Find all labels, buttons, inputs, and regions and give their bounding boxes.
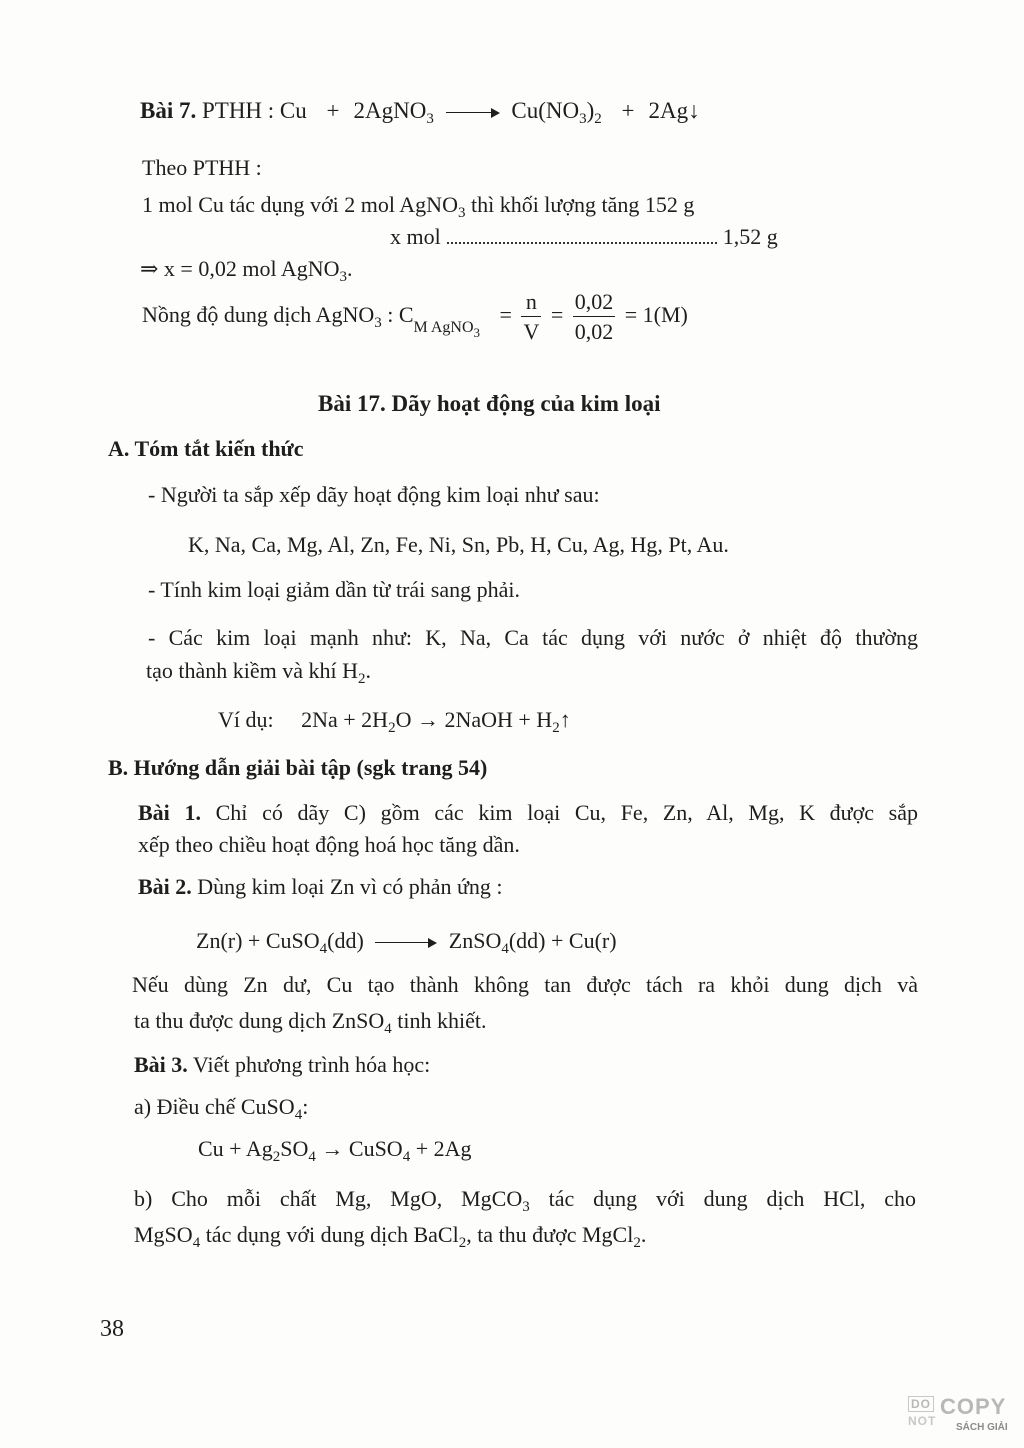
fraction-values: $\frac{0,02}{0,02}$	[574, 289, 614, 344]
fraction-n-v: $\frac{n}{V}$	[523, 289, 540, 344]
product-ag: 2Ag↓	[648, 98, 700, 123]
bai7-line3: ⇒ x = 0,02 mol AgNO$_3$.	[140, 256, 353, 285]
section-a-p1: - Người ta sắp xếp dãy hoạt động kim loại như sau:	[148, 482, 600, 507]
plus-sign: +	[621, 98, 635, 123]
theo-pthh: Theo PTHH :	[142, 155, 262, 180]
section-a-p3b: tạo thành kiềm và khí $H_2$.	[146, 658, 372, 687]
bai7-equation	[140, 97, 700, 125]
product-cuno3: $Cu(NO_3)_2$	[511, 98, 602, 127]
bai1-line2: xếp theo chiều hoạt động hoá học tăng dần.	[138, 832, 520, 857]
bai3-line1: Bài 3. Viết phương trình hóa học:	[134, 1052, 431, 1077]
bai7-pthh: PTHH : Cu	[201, 98, 307, 123]
bai7-line2: x mol 1,52 g	[390, 224, 778, 249]
plus-sign: +	[326, 98, 340, 123]
bai3-b-line1: b) Cho mỗi chất Mg, MgO, MgCO$_3$ tác dụng với dung dịch HCl, cho	[134, 1186, 917, 1215]
watermark-logo: DO NOT COPY SÁCH GIẢI	[908, 1394, 1008, 1433]
page-number: 38	[100, 1316, 124, 1342]
reaction-arrow	[375, 938, 437, 948]
concentration-formula: Nồng độ dung dịch AgNO$_3$ : $C_{M AgNO_3}$ = $\frac{n}{V}$ = $\frac{0,02}{0,02}$ = 1(M)	[142, 288, 688, 346]
bai2-equation: Zn(r) + CuSO$_4$(dd) ZnSO$_4$(dd) + Cu(r)	[196, 928, 617, 957]
bai3-equation: $Cu + Ag_2SO_4$ → CuSO$_4$ + 2Ag	[198, 1136, 472, 1165]
section-a-title: A. Tóm tắt kiến thức	[108, 436, 304, 461]
example-equation: Ví dụ: $2Na + 2H_2O$ → 2NaOH + $H_2↑$	[218, 707, 571, 736]
bai7-line1: 1 mol Cu tác dụng với 2 mol AgNO$_3$ thì khối lượng tăng 152 g	[142, 192, 695, 221]
section-b-title: B. Hướng dẫn giải bài tập (sgk trang 54)	[108, 755, 488, 780]
bai1-line1: Bài 1. Chỉ có dãy C) gồm các kim loại Cu, Fe, Zn, Al, Mg, K được sắp	[138, 800, 918, 825]
dotted-leader	[447, 242, 717, 244]
section-a-p3: - Các kim loại mạnh như: K, Na, Ca tác dụng với nước ở nhiệt độ thường	[148, 625, 918, 650]
bai3-a: a) Điều chế CuSO$_4$:	[134, 1094, 309, 1123]
reactant-agno3: 2AgNO$_3$	[353, 98, 434, 127]
bai2-line4: ta thu được dung dịch ZnSO$_4$ tinh khiết.	[134, 1008, 487, 1037]
bai2-line1: Bài 2. Dùng kim loại Zn vì có phản ứng :	[138, 874, 503, 899]
bai3-b-line2: MgSO$_4$ tác dụng với dung dịch BaCl$_2$, ta thu được MgCl$_2$.	[134, 1222, 647, 1251]
bai2-line3: Nếu dùng Zn dư, Cu tạo thành không tan được tách ra khỏi dung dịch và	[132, 972, 918, 997]
bai7-label: Bài 7.	[140, 98, 197, 123]
section-a-p2: - Tính kim loại giảm dần từ trái sang phải.	[148, 577, 521, 602]
metal-activity-series: K, Na, Ca, Mg, Al, Zn, Fe, Ni, Sn, Pb, H, Cu, Ag, Hg, Pt, Au.	[188, 532, 729, 557]
reaction-arrow	[446, 108, 500, 118]
lesson-title: Bài 17. Dãy hoạt động của kim loại	[318, 391, 661, 416]
